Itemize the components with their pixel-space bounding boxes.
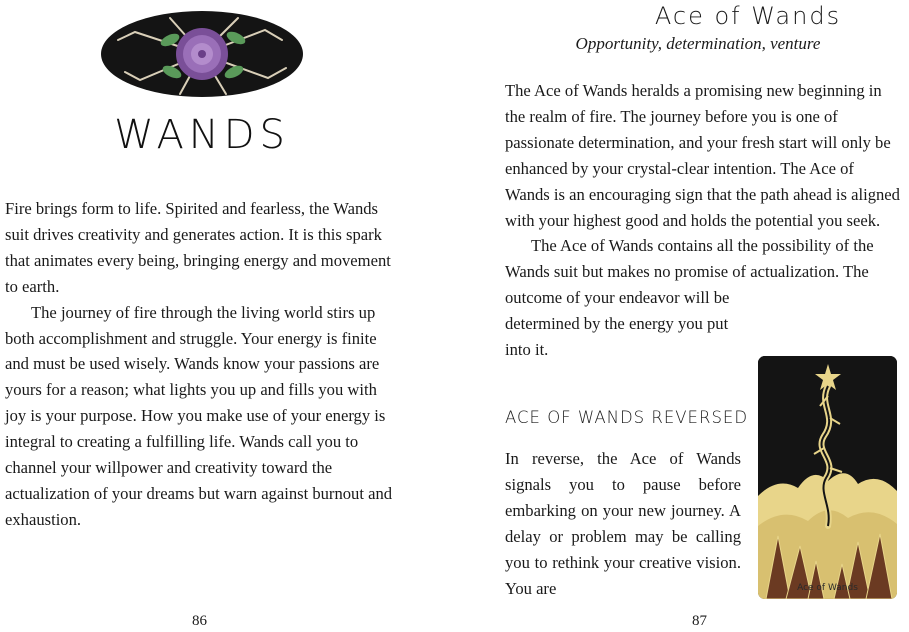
paragraph: The Ace of Wands heralds a promising new beginning in the realm of fire. The journey before you is one of passionate determination, and your fresh start will only be enhanced by your crystal-clear intention. The Ace of Wands is an encouraging sign that the path ahead is aligned with your highest good and holds the potential you seek.	[505, 81, 900, 230]
flower-emblem-image	[100, 10, 304, 98]
ace-of-wands-card-image	[758, 356, 897, 599]
card-name-heading: Ace of Wands	[654, 2, 842, 30]
paragraph: determined by the energy you put into it.	[505, 314, 729, 360]
reversed-text: In reverse, the Ace of Wands signals you to pause before embarking on your new journey. A delay or problem may be calling you to rethink your creative vision. You are	[505, 449, 741, 598]
left-page	[0, 0, 450, 632]
left-body-text	[5, 196, 400, 533]
card-image-label: Ace of Wands	[797, 583, 858, 593]
paragraph: The journey of fire through the living world stirs up both accomplishment and struggle. Your energy is finite and must be used wisely. Wands know your passions are yours for a reason; what lights you up and fills you with joy is your purpose. How you make use of your energy is integral to creating a fulfilling life. Wands call you to channel your willpower and creativity toward the actualization of your dreams but warn against burnout and exhaustion.	[5, 302, 393, 529]
card-keywords: Opportunity, determination, venture	[575, 34, 821, 53]
right-body-text	[505, 78, 900, 363]
paragraph: Fire brings form to life. Spirited and fearless, the Wands suit drives creativity and generates action. It is this spark that animates every being, bringing energy and movement to earth.	[5, 199, 391, 296]
page-number: 87	[692, 613, 707, 629]
paragraph: The Ace of Wands contains all the possibility of the Wands suit but makes no promise of actualization. The outcome of your endeavor will be	[505, 236, 874, 308]
reversed-heading: ACE OF WANDS REVERSED	[505, 408, 749, 427]
page-number: 86	[192, 613, 207, 629]
suit-title: WANDS	[114, 112, 290, 158]
wand-illustration	[758, 356, 897, 599]
